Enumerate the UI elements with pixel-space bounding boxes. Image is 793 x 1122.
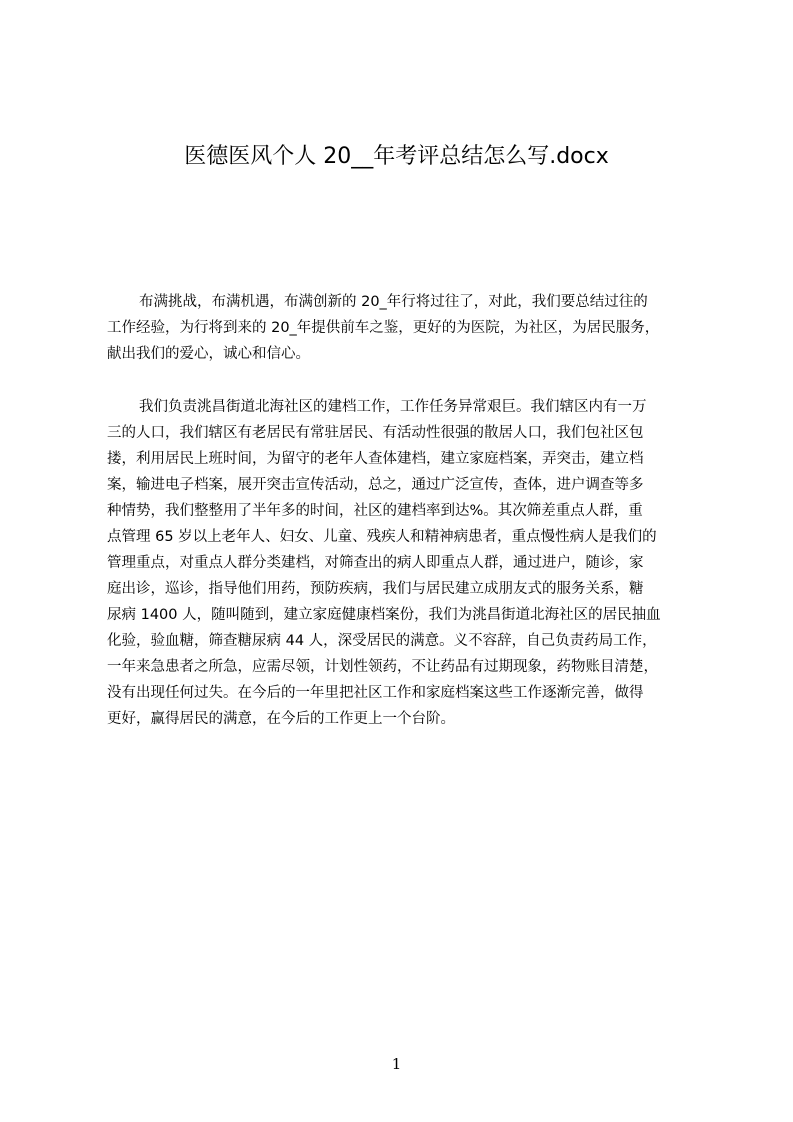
paragraph-line: 工作经验，为行将到来的 20_年提供前车之鉴，更好的为医院，为社区，为居民服务， bbox=[107, 320, 660, 336]
paragraph-line: 搂，利用居民上班时间，为留守的老年人查体建档，建立家庭档案，弄突击，建立档 bbox=[107, 451, 644, 467]
paragraph-line: 三的人口，我们辖区有老居民有常驻居民、有活动性很强的散居人口，我们包社区包 bbox=[107, 425, 644, 441]
paragraph-line: 尿病 1400 人，随叫随到，建立家庭健康档案份，我们为洮昌街道北海社区的居民抽血 bbox=[107, 607, 661, 623]
paragraph-line: 点管理 65 岁以上老年人、妇女、儿童、残疾人和精神病患者，重点慢性病人是我们的 bbox=[107, 529, 657, 545]
paragraph-line: 布满挑战，布满机遇，布满创新的 20_年行将过往了，对此，我们要总结过往的 bbox=[139, 294, 648, 310]
paragraph-line: 庭出诊，巡诊，指导他们用药，预防疾病，我们与居民建立成朋友式的服务关系，糖 bbox=[107, 581, 644, 597]
paragraph-1 bbox=[107, 289, 699, 367]
paragraph-line: 化验，验血糖，筛查糖尿病 44 人，深受居民的满意。义不容辞，自己负责药局工作， bbox=[107, 633, 657, 649]
paragraph-line: 献出我们的爱心，诚心和信心。 bbox=[107, 346, 310, 362]
paragraph-line: 没有出现任何过失。在今后的一年里把社区工作和家庭档案这些工作逐渐完善，做得 bbox=[107, 685, 644, 701]
paragraph-line: 我们负责洮昌街道北海社区的建档工作，工作任务异常艰巨。我们辖区内有一万 bbox=[139, 399, 647, 415]
paragraph-line: 一年来急患者之所急，应需尽领，计划性领药，不让药品有过期现象，药物账目清楚， bbox=[107, 659, 658, 675]
paragraph-line: 案，输进电子档案，展开突击宣传活动，总之，通过广泛宣传，查体，进户调查等多 bbox=[107, 477, 644, 493]
page-number: 1 bbox=[391, 1055, 402, 1073]
paragraph-2 bbox=[107, 394, 699, 732]
document-title: 医德医风个人 20__年考评总结怎么写.docx bbox=[184, 144, 609, 169]
paragraph-line: 管理重点，对重点人群分类建档，对筛查出的病人即重点人群，通过进户，随诊，家 bbox=[107, 555, 644, 571]
paragraph-line: 更好，赢得居民的满意，在今后的工作更上一个台阶。 bbox=[107, 711, 455, 727]
paragraph-line: 种情势，我们整整用了半年多的时间，社区的建档率到达%。其次筛差重点人群，重 bbox=[107, 503, 643, 519]
